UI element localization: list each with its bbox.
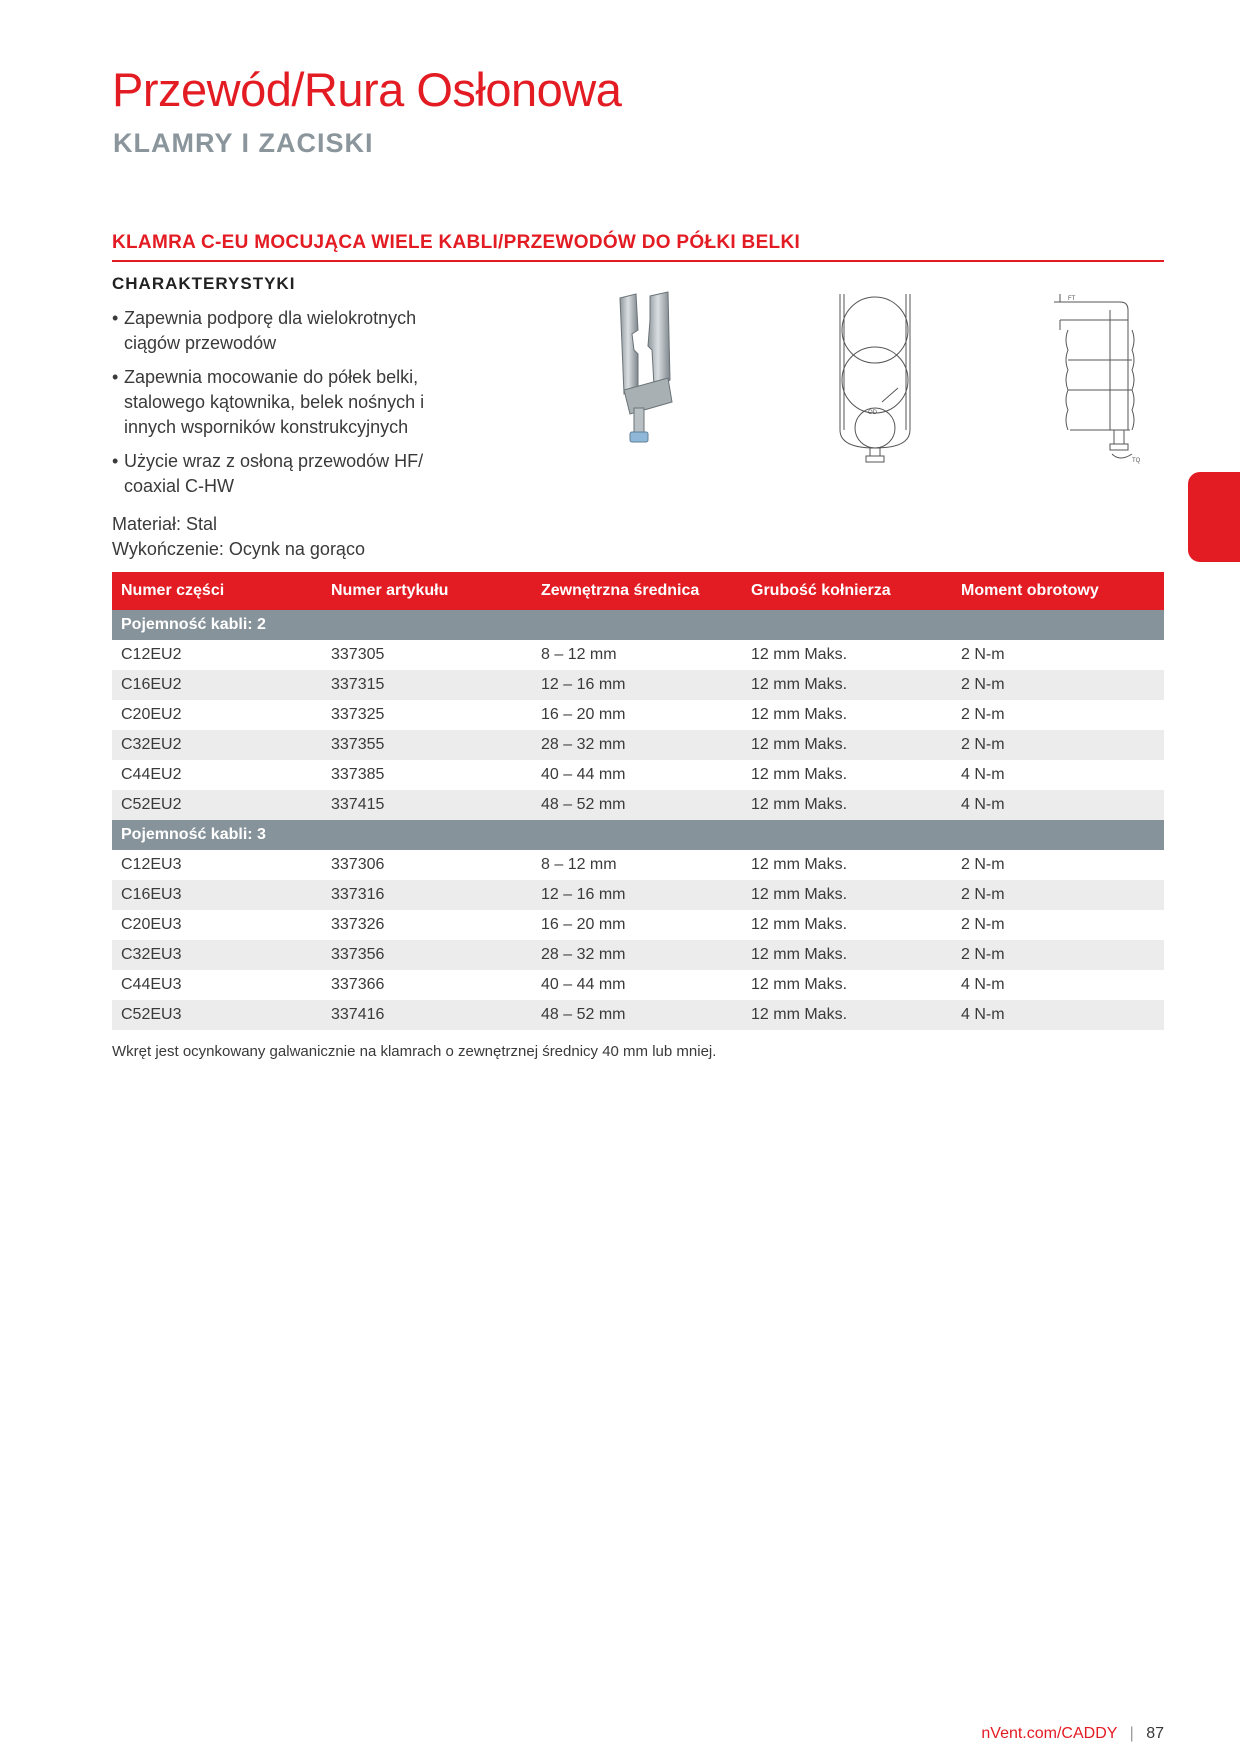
product-images	[600, 290, 1140, 470]
cell-torque: 2 N-m	[952, 700, 1164, 730]
cell-part-number: C12EU3	[112, 850, 322, 880]
table-row	[112, 940, 1164, 970]
cell-article-number: 337415	[322, 790, 532, 820]
cell-torque: 4 N-m	[952, 970, 1164, 1000]
cell-flange-thickness: 12 mm Maks.	[742, 910, 952, 940]
col-header-article-number: Numer artykułu	[322, 572, 532, 610]
features-list	[112, 306, 452, 508]
cell-flange-thickness: 12 mm Maks.	[742, 760, 952, 790]
footnote: Wkręt jest ocynkowany galwanicznie na klamrach o zewnętrznej średnicy 40 mm lub mniej.	[112, 1043, 717, 1060]
table-row	[112, 880, 1164, 910]
finish-text: Wykończenie: Ocynk na gorąco	[112, 539, 365, 559]
cell-flange-thickness: 12 mm Maks.	[742, 1000, 952, 1030]
page-title: Przewód/Rura Osłonowa	[112, 63, 622, 116]
spec-table-body	[112, 610, 1164, 1030]
cell-part-number: C12EU2	[112, 640, 322, 670]
cell-part-number: C16EU3	[112, 880, 322, 910]
cell-outer-diameter: 16 – 20 mm	[532, 910, 742, 940]
cell-flange-thickness: 12 mm Maks.	[742, 670, 952, 700]
cell-torque: 2 N-m	[952, 670, 1164, 700]
table-row	[112, 640, 1164, 670]
table-row	[112, 730, 1164, 760]
col-header-torque: Moment obrotowy	[952, 572, 1164, 610]
cell-article-number: 337325	[322, 700, 532, 730]
cell-part-number: C20EU2	[112, 700, 322, 730]
cell-part-number: C44EU2	[112, 760, 322, 790]
feature-item: • Zapewnia mocowanie do półek belki, stalowego kątownika, belek nośnych i innych wsporników konstrukcyjnych	[112, 365, 452, 440]
cell-flange-thickness: 12 mm Maks.	[742, 730, 952, 760]
cell-flange-thickness: 12 mm Maks.	[742, 880, 952, 910]
cell-article-number: 337326	[322, 910, 532, 940]
group-row	[112, 610, 1164, 640]
feature-item: • Użycie wraz z osłoną przewodów HF/ coaxial C-HW	[112, 449, 452, 499]
cell-flange-thickness: 12 mm Maks.	[742, 640, 952, 670]
product-photo-image	[610, 290, 690, 460]
cell-article-number: 337315	[322, 670, 532, 700]
table-row	[112, 910, 1164, 940]
table-row	[112, 970, 1164, 1000]
page-subtitle: KLAMRY I ZACISKI	[113, 128, 374, 158]
table-row	[112, 1000, 1164, 1030]
cell-torque: 2 N-m	[952, 940, 1164, 970]
cell-torque: 2 N-m	[952, 850, 1164, 880]
footer-separator: |	[1129, 1725, 1134, 1742]
table-row	[112, 850, 1164, 880]
cell-outer-diameter: 8 – 12 mm	[532, 850, 742, 880]
group-label: Pojemność kabli: 2	[112, 610, 1164, 640]
cell-flange-thickness: 12 mm Maks.	[742, 790, 952, 820]
group-label: Pojemność kabli: 3	[112, 820, 1164, 850]
col-header-outer-diameter: Zewnętrzna średnica	[532, 572, 742, 610]
cell-torque: 2 N-m	[952, 880, 1164, 910]
cell-part-number: C32EU2	[112, 730, 322, 760]
cell-outer-diameter: 16 – 20 mm	[532, 700, 742, 730]
material-text: Materiał: Stal	[112, 514, 218, 534]
page-number: 87	[1146, 1725, 1164, 1742]
cell-torque: 4 N-m	[952, 790, 1164, 820]
table-row	[112, 670, 1164, 700]
cell-outer-diameter: 28 – 32 mm	[532, 940, 742, 970]
cell-torque: 2 N-m	[952, 910, 1164, 940]
cell-article-number: 337385	[322, 760, 532, 790]
table-row	[112, 760, 1164, 790]
ft-label: FT	[1068, 296, 1076, 302]
features-heading: CHARAKTERYSTYKI	[112, 274, 296, 293]
cell-part-number: C32EU3	[112, 940, 322, 970]
cell-outer-diameter: 8 – 12 mm	[532, 640, 742, 670]
cell-article-number: 337366	[322, 970, 532, 1000]
feature-item: • Zapewnia podporę dla wielokrotnych ciągów przewodów	[112, 306, 452, 356]
cell-outer-diameter: 48 – 52 mm	[532, 790, 742, 820]
cell-outer-diameter: 28 – 32 mm	[532, 730, 742, 760]
group-row	[112, 820, 1164, 850]
cell-torque: 2 N-m	[952, 640, 1164, 670]
cell-part-number: C44EU3	[112, 970, 322, 1000]
cell-outer-diameter: 40 – 44 mm	[532, 970, 742, 1000]
cell-outer-diameter: 40 – 44 mm	[532, 760, 742, 790]
cell-article-number: 337356	[322, 940, 532, 970]
cell-flange-thickness: 12 mm Maks.	[742, 700, 952, 730]
cell-article-number: 337416	[322, 1000, 532, 1030]
spec-table	[112, 572, 1164, 1030]
col-header-part-number: Numer części	[112, 572, 322, 610]
front-view-drawing	[830, 290, 920, 465]
table-row	[112, 790, 1164, 820]
cell-outer-diameter: 12 – 16 mm	[532, 670, 742, 700]
cell-flange-thickness: 12 mm Maks.	[742, 850, 952, 880]
cell-outer-diameter: 48 – 52 mm	[532, 1000, 742, 1030]
cell-article-number: 337316	[322, 880, 532, 910]
cell-article-number: 337355	[322, 730, 532, 760]
side-view-drawing	[1040, 290, 1140, 470]
cell-part-number: C16EU2	[112, 670, 322, 700]
cell-article-number: 337305	[322, 640, 532, 670]
table-row	[112, 700, 1164, 730]
material-info	[112, 512, 365, 562]
col-header-flange-thickness: Grubość kołnierza	[742, 572, 952, 610]
cell-torque: 4 N-m	[952, 1000, 1164, 1030]
cell-torque: 2 N-m	[952, 730, 1164, 760]
cell-part-number: C20EU3	[112, 910, 322, 940]
cell-article-number: 337306	[322, 850, 532, 880]
cell-part-number: C52EU3	[112, 1000, 322, 1030]
cell-flange-thickness: 12 mm Maks.	[742, 940, 952, 970]
chapter-tab	[1188, 472, 1240, 562]
page-footer	[981, 1725, 1164, 1743]
cell-part-number: C52EU2	[112, 790, 322, 820]
cell-torque: 4 N-m	[952, 760, 1164, 790]
tq-label: TQ	[1132, 458, 1140, 464]
table-header-row	[112, 572, 1164, 610]
cell-flange-thickness: 12 mm Maks.	[742, 970, 952, 1000]
od-label: OD	[868, 410, 877, 416]
cell-outer-diameter: 12 – 16 mm	[532, 880, 742, 910]
section-title: KLAMRA C-EU MOCUJĄCA WIELE KABLI/PRZEWODÓW DO PÓŁKI BELKI	[112, 232, 1164, 262]
footer-link[interactable]: nVent.com/CADDY	[981, 1725, 1118, 1742]
